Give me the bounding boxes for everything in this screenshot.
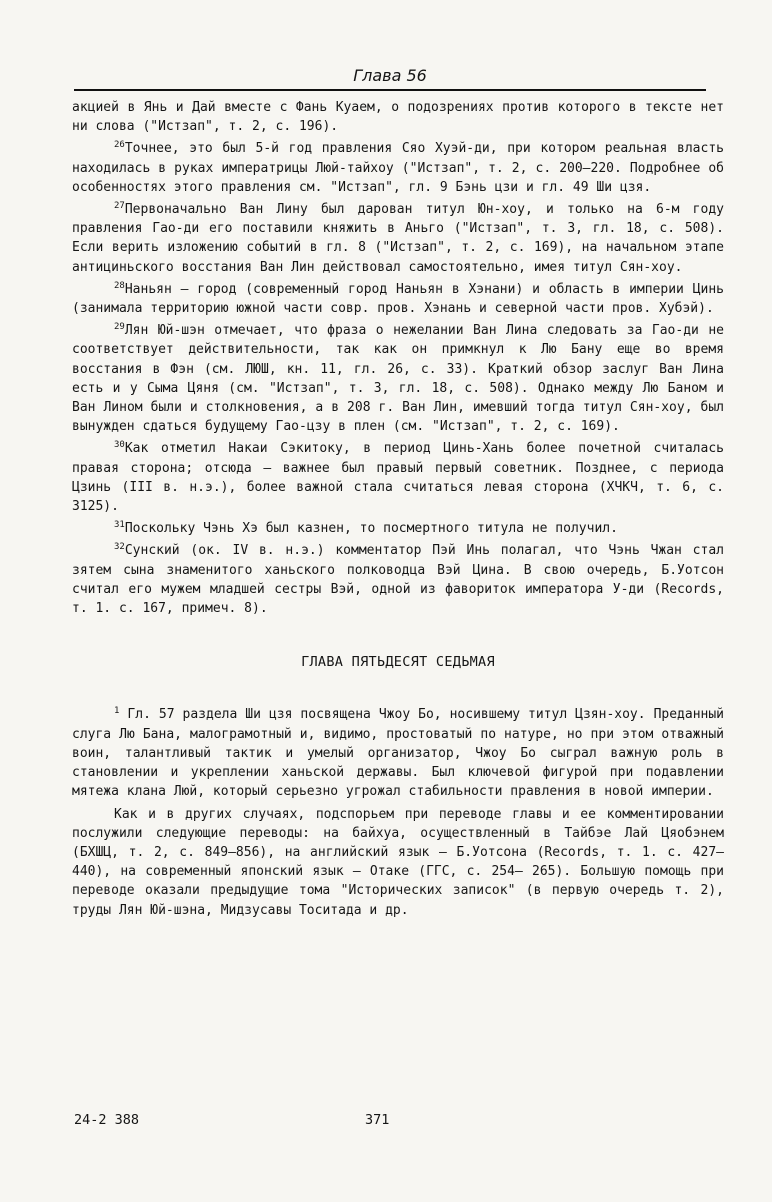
footnote-text: Как отметил Накаи Сэкитоку, в период Цинь-Хань более почетной считалась правая сторона; отсюда — важнее был правый первый советник. Позднее, с периода Цзинь (III в. н.э.), более важной стала считаться левая сторона (ХЧКЧ, т. 6, с. 3125). — [72, 441, 724, 515]
footnote-number: 29 — [114, 322, 125, 333]
footnote-number: 32 — [114, 542, 125, 553]
footnote-32 — [72, 541, 724, 618]
footnote-27 — [72, 200, 724, 277]
page-number: 371 — [365, 1112, 390, 1128]
footnote-30 — [72, 439, 724, 516]
footnote-number: 27 — [114, 201, 125, 212]
footnote-text: Лян Юй-шэн отмечает, что фраза о нежелании Ван Лина следовать за Гао-ди не соответствует действительности, так как он примкнул к Лю Бану еще во время восстания в Фэн (см. ЛЮШ, кн. 11, гл. 26, с. 33). Краткий обзор заслуг Ван Лина есть и у Сыма Цяня (см. "Истзап", т. 3, гл. 18, с. 508). Однако между Лю Баном и Ван Лином были и столкновения, а в 208 г. Ван Лин, имевший тогда титул Сян-хоу, был вынужден сдаться будущему Гао-цзу в плен (см. "Истзап", т. 2, с. 169). — [72, 323, 724, 435]
printer-signature: 24-2 388 — [74, 1112, 140, 1128]
footnote-text: Поскольку Чэнь Хэ был казнен, то посмертного титула не получил. — [124, 521, 618, 537]
running-header: Глава 56 — [353, 66, 427, 85]
footnote-number: 28 — [114, 280, 125, 291]
footnote-text: Сунский (ок. IV в. н.э.) комментатор Пэй Инь полагал, что Чэнь Чжан стал зятем сына знаменитого ханьского полководца Вэй Цина. В свою очередь, Б.Уотсон считал его мужем младшей сестры Вэй, одной из фавориток императора У-ди (Records, т. 1. с. 167, примеч. 8). — [72, 543, 724, 617]
chapter-note-paragraph — [72, 805, 724, 920]
footnote-number: 31 — [114, 520, 125, 531]
footnote-text: акцией в Янь и Дай вместе с Фань Куаем, о подозрениях против которого в тексте нет ни слова ("Истзап", т. 2, с. 196). — [72, 100, 724, 135]
header-rule — [74, 89, 706, 91]
footnote-number: 30 — [114, 440, 125, 451]
chapter-heading: ГЛАВА ПЯТЬДЕСЯТ СЕДЬМАЯ — [301, 654, 495, 671]
footnote-number: 26 — [114, 140, 125, 151]
footnote-28 — [72, 280, 724, 318]
footnote-text: Точнее, это был 5-й год правления Сяо Хуэй-ди, при котором реальная власть находилась в руках императрицы Люй-тайхоу ("Истзап", т. 2, с. 200–220. Подробнее об особенностях этого правления см. "Истзап", гл. 9 Бэнь цзи и гл. 49 Ши цзя. — [72, 141, 724, 195]
chapter-note-1 — [72, 705, 724, 801]
footnote-31 — [72, 519, 724, 538]
footnote-25-continuation — [72, 98, 724, 136]
footnote-text: Наньян — город (современный город Наньян в Хэнани) и область в империи Цинь (занимала территорию южной части совр. пров. Хэнань и северной части пров. Хубэй). — [72, 281, 724, 317]
footnote-26 — [72, 139, 724, 197]
footnote-29 — [72, 321, 724, 436]
page-body — [72, 98, 724, 920]
paragraph-text: Как и в других случаях, подспорьем при переводе главы и ее комментировании послужили следующие переводы: на байхуа, осуществленный в Тайбэе Лай Цяобэнем (БХШЦ, т. 2, с. 849–856), на английский язык — Б.Уотсона (Records, т. 1. с. 427–440), на современный японский язык — Отаке (ГГС, с. 254– 265). Большую помощь при переводе оказали предыдущие тома "Исторических записок" (в первую очередь т. 2), труды Лян Юй-шэна, Мидзусавы Тоситада и др. — [72, 806, 724, 918]
footnote-number: 1 — [114, 706, 120, 717]
footnote-text: Гл. 57 раздела Ши цзя посвящена Чжоу Бо, носившему титул Цзян-хоу. Преданный слуга Лю Бана, малограмотный и, видимо, простоватый по натуре, но при этом отважный воин, талантливый тактик и умелый организатор, Чжоу Бо сыграл важную роль в становлении и укреплении ханьской державы. Был ключевой фигурой при подавлении мятежа клана Люй, который серьезно угрожал стабильности правления в новой империи. — [72, 707, 725, 800]
footnote-text: Первоначально Ван Лину был дарован титул Юн-хоу, и только на 6-м году правления Гао-ди его поставили княжить в Аньго ("Истзап", т. 3, гл. 18, с. 508). Если верить изложению событий в гл. 8 ("Истзап", т. 2, с. 169), на начальном этапе антициньского восстания Ван Лин действовал самостоятельно, имея титул Сян-хоу. — [72, 202, 724, 275]
